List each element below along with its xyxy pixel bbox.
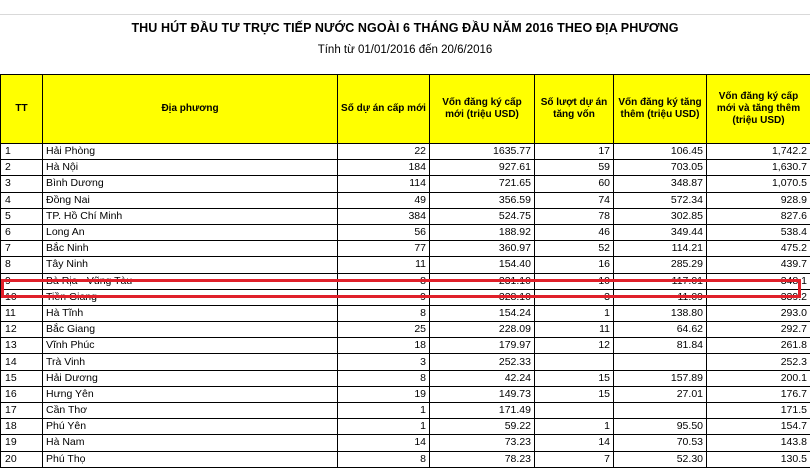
row-new-capital: 252.33	[430, 354, 535, 370]
row-increase-count: 15	[535, 386, 614, 402]
table-row	[1, 338, 810, 354]
row-added-capital: 572.34	[614, 192, 707, 208]
row-increase-count: 3	[535, 289, 614, 305]
row-locality: Vĩnh Phúc	[43, 338, 338, 354]
row-new-capital: 524.75	[430, 208, 535, 224]
row-new-projects: 9	[338, 289, 430, 305]
row-total-capital: 143.8	[707, 435, 810, 451]
row-total-capital: 176.7	[707, 386, 810, 402]
row-new-capital: 356.59	[430, 192, 535, 208]
row-new-projects: 49	[338, 192, 430, 208]
row-added-capital: 157.89	[614, 370, 707, 386]
row-locality: Bà Rịa - Vũng Tàu	[43, 273, 338, 289]
row-increase-count: 1	[535, 419, 614, 435]
row-locality: Hà Nội	[43, 160, 338, 176]
row-locality: Đồng Nai	[43, 192, 338, 208]
row-total-capital: 1,630.7	[707, 160, 810, 176]
row-new-capital: 721.65	[430, 176, 535, 192]
row-total-capital: 261.8	[707, 338, 810, 354]
row-locality: Hải Phòng	[43, 144, 338, 160]
row-added-capital: 95.50	[614, 419, 707, 435]
row-new-projects: 8	[338, 370, 430, 386]
table-row	[1, 224, 810, 240]
row-index: 7	[1, 241, 43, 257]
row-new-capital: 171.49	[430, 403, 535, 419]
row-locality: Trà Vinh	[43, 354, 338, 370]
row-new-projects: 1	[338, 419, 430, 435]
row-total-capital: 928.9	[707, 192, 810, 208]
row-increase-count: 78	[535, 208, 614, 224]
row-added-capital: 70.53	[614, 435, 707, 451]
row-increase-count	[535, 403, 614, 419]
row-increase-count: 14	[535, 435, 614, 451]
header-locality: Địa phương	[43, 75, 338, 144]
row-increase-count: 52	[535, 241, 614, 257]
row-locality: Bắc Ninh	[43, 241, 338, 257]
table-row	[1, 354, 810, 370]
row-total-capital: 339.2	[707, 289, 810, 305]
table-row	[1, 403, 810, 419]
row-added-capital: 285.29	[614, 257, 707, 273]
row-new-projects: 3	[338, 354, 430, 370]
header-added-capital: Vốn đăng ký tăng thêm (triệu USD)	[614, 75, 707, 144]
row-added-capital: 138.80	[614, 305, 707, 321]
row-new-capital: 927.61	[430, 160, 535, 176]
table-row	[1, 386, 810, 402]
table-row	[1, 208, 810, 224]
row-total-capital: 200.1	[707, 370, 810, 386]
row-index: 6	[1, 224, 43, 240]
row-added-capital: 11.09	[614, 289, 707, 305]
table-row	[1, 289, 810, 305]
row-index: 20	[1, 451, 43, 467]
table-row	[1, 451, 810, 467]
row-added-capital: 302.85	[614, 208, 707, 224]
header-tt: TT	[1, 75, 43, 144]
table-row	[1, 419, 810, 435]
row-new-projects: 11	[338, 257, 430, 273]
row-new-projects: 114	[338, 176, 430, 192]
row-added-capital: 703.05	[614, 160, 707, 176]
row-increase-count: 16	[535, 257, 614, 273]
row-new-projects: 184	[338, 160, 430, 176]
row-index: 17	[1, 403, 43, 419]
header-capital-increase-count: Số lượt dự án tăng vốn	[535, 75, 614, 144]
table-row	[1, 144, 810, 160]
row-total-capital: 130.5	[707, 451, 810, 467]
table-header-row	[1, 75, 810, 144]
table-row	[1, 435, 810, 451]
row-new-projects: 25	[338, 322, 430, 338]
row-added-capital	[614, 354, 707, 370]
row-total-capital: 348.1	[707, 273, 810, 289]
row-total-capital: 154.7	[707, 419, 810, 435]
row-added-capital: 52.30	[614, 451, 707, 467]
row-locality: Tiền Giang	[43, 289, 338, 305]
header-total-capital: Vốn đăng ký cấp mới và tăng thêm (triệu USD)	[707, 75, 810, 144]
row-new-capital: 231.10	[430, 273, 535, 289]
row-new-capital: 42.24	[430, 370, 535, 386]
table-row	[1, 257, 810, 273]
row-locality: Long An	[43, 224, 338, 240]
row-locality: Phú Thọ	[43, 451, 338, 467]
row-added-capital: 27.01	[614, 386, 707, 402]
row-added-capital	[614, 403, 707, 419]
row-locality: Hưng Yên	[43, 386, 338, 402]
row-added-capital: 81.84	[614, 338, 707, 354]
row-new-capital: 1635.77	[430, 144, 535, 160]
table-row	[1, 176, 810, 192]
row-index: 16	[1, 386, 43, 402]
row-total-capital: 827.6	[707, 208, 810, 224]
row-locality: Bắc Giang	[43, 322, 338, 338]
row-new-capital: 328.10	[430, 289, 535, 305]
row-new-projects: 8	[338, 305, 430, 321]
row-added-capital: 106.45	[614, 144, 707, 160]
row-increase-count: 17	[535, 144, 614, 160]
row-index: 4	[1, 192, 43, 208]
row-new-projects: 56	[338, 224, 430, 240]
row-added-capital: 349.44	[614, 224, 707, 240]
row-increase-count: 60	[535, 176, 614, 192]
row-increase-count: 7	[535, 451, 614, 467]
row-total-capital: 538.4	[707, 224, 810, 240]
row-increase-count: 10	[535, 273, 614, 289]
row-index: 12	[1, 322, 43, 338]
row-index: 5	[1, 208, 43, 224]
row-total-capital: 439.7	[707, 257, 810, 273]
table-row	[1, 370, 810, 386]
row-new-capital: 73.23	[430, 435, 535, 451]
row-increase-count: 74	[535, 192, 614, 208]
sheet-top-edge	[0, 0, 810, 15]
row-increase-count: 1	[535, 305, 614, 321]
table-body	[1, 144, 810, 468]
row-locality: Hà Nam	[43, 435, 338, 451]
row-increase-count: 15	[535, 370, 614, 386]
row-new-projects: 77	[338, 241, 430, 257]
row-new-capital: 179.97	[430, 338, 535, 354]
row-new-capital: 188.92	[430, 224, 535, 240]
row-increase-count: 12	[535, 338, 614, 354]
row-increase-count	[535, 354, 614, 370]
row-index: 10	[1, 289, 43, 305]
row-new-projects: 8	[338, 273, 430, 289]
row-total-capital: 293.0	[707, 305, 810, 321]
row-added-capital: 348.87	[614, 176, 707, 192]
row-index: 1	[1, 144, 43, 160]
row-total-capital: 475.2	[707, 241, 810, 257]
row-index: 2	[1, 160, 43, 176]
report-subtitle: Tính từ 01/01/2016 đến 20/6/2016	[317, 44, 493, 56]
row-total-capital: 292.7	[707, 322, 810, 338]
row-new-projects: 14	[338, 435, 430, 451]
row-increase-count: 46	[535, 224, 614, 240]
table-row	[1, 192, 810, 208]
row-new-projects: 8	[338, 451, 430, 467]
row-locality: Hà Tĩnh	[43, 305, 338, 321]
row-locality: Tây Ninh	[43, 257, 338, 273]
row-increase-count: 59	[535, 160, 614, 176]
row-locality: Phú Yên	[43, 419, 338, 435]
row-new-projects: 384	[338, 208, 430, 224]
row-index: 13	[1, 338, 43, 354]
fdi-table	[0, 74, 810, 468]
report-title: THU HÚT ĐẦU TƯ TRỰC TIẾP NƯỚC NGOÀI 6 THÁNG ĐẦU NĂM 2016 THEO ĐỊA PHƯƠNG	[131, 21, 679, 35]
row-total-capital: 252.3	[707, 354, 810, 370]
row-index: 18	[1, 419, 43, 435]
row-new-capital: 78.23	[430, 451, 535, 467]
row-increase-count: 11	[535, 322, 614, 338]
table-row	[1, 241, 810, 257]
row-index: 19	[1, 435, 43, 451]
row-locality: Cần Thơ	[43, 403, 338, 419]
row-new-capital: 154.24	[430, 305, 535, 321]
row-added-capital: 64.62	[614, 322, 707, 338]
row-locality: Bình Dương	[43, 176, 338, 192]
row-added-capital: 114.21	[614, 241, 707, 257]
row-new-capital: 360.97	[430, 241, 535, 257]
row-total-capital: 1,742.2	[707, 144, 810, 160]
row-locality: Hải Dương	[43, 370, 338, 386]
row-new-projects: 19	[338, 386, 430, 402]
row-locality: TP. Hồ Chí Minh	[43, 208, 338, 224]
row-new-capital: 149.73	[430, 386, 535, 402]
row-new-capital: 59.22	[430, 419, 535, 435]
row-new-capital: 154.40	[430, 257, 535, 273]
row-total-capital: 171.5	[707, 403, 810, 419]
row-index: 9	[1, 273, 43, 289]
table-row	[1, 322, 810, 338]
row-new-projects: 1	[338, 403, 430, 419]
row-index: 11	[1, 305, 43, 321]
row-total-capital: 1,070.5	[707, 176, 810, 192]
row-new-projects: 18	[338, 338, 430, 354]
row-index: 14	[1, 354, 43, 370]
row-index: 8	[1, 257, 43, 273]
table-row	[1, 305, 810, 321]
table-row	[1, 273, 810, 289]
row-new-projects: 22	[338, 144, 430, 160]
row-added-capital: 117.01	[614, 273, 707, 289]
row-index: 15	[1, 370, 43, 386]
header-new-projects: Số dự án cấp mới	[338, 75, 430, 144]
header-new-capital: Vốn đăng ký cấp mới (triệu USD)	[430, 75, 535, 144]
row-new-capital: 228.09	[430, 322, 535, 338]
row-index: 3	[1, 176, 43, 192]
table-row	[1, 160, 810, 176]
